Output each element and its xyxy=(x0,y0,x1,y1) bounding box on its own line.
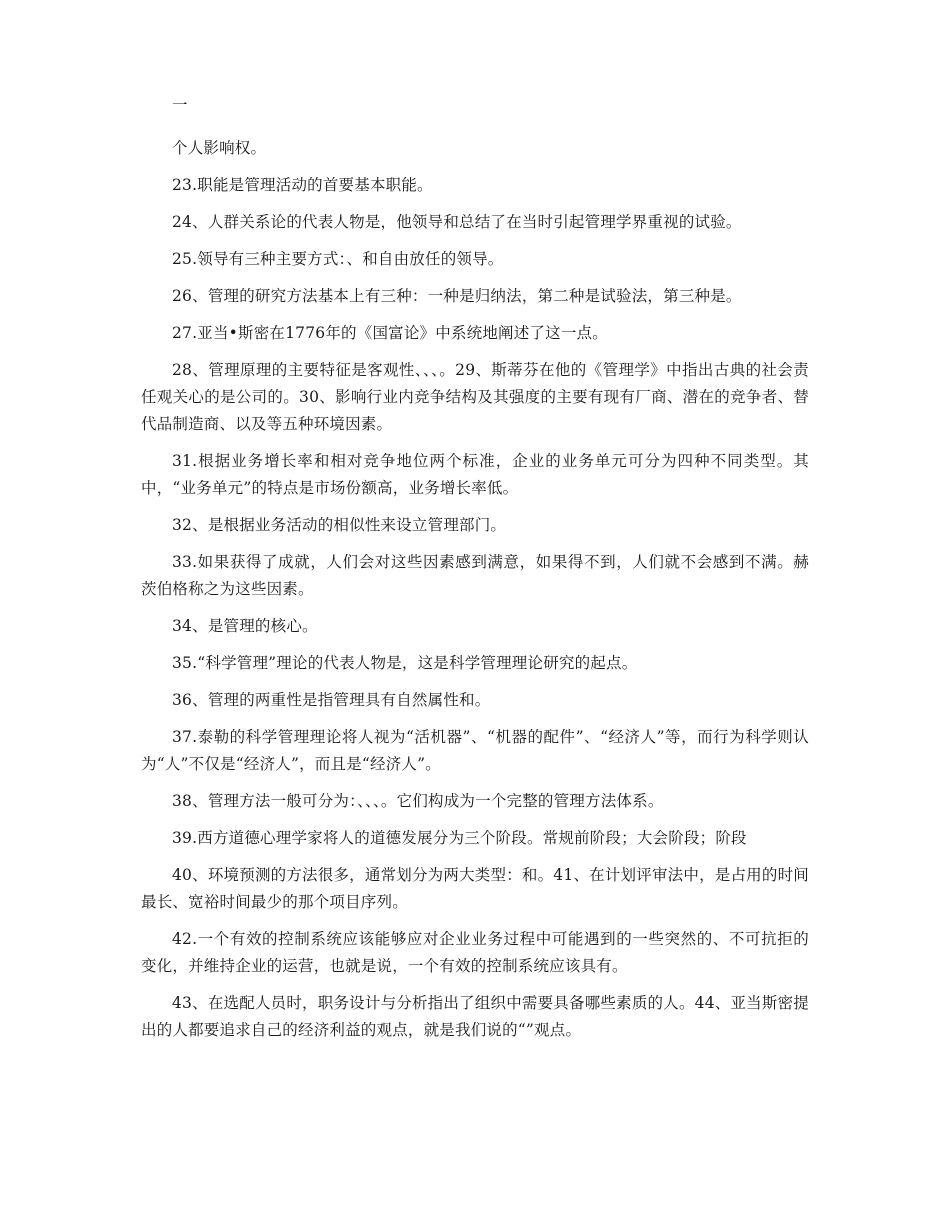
paragraph-8: 31.根据业务增长率和相对竞争地位两个标准，企业的业务单元可分为四种不同类型。其中，“业务单元”的特点是市场份额高，业务增长率低。 xyxy=(141,452,809,497)
paragraph-18: 42.一个有效的控制系统应该能够应对企业业务过程中可能遇到的一些突然的、不可抗拒的变化，并维持企业的运营，也就是说，一个有效的控制系统应该具有。 xyxy=(141,930,809,975)
paragraph-2: 23.职能是管理活动的首要基本职能。 xyxy=(172,176,433,194)
paragraph-13: 36、管理的两重性是指管理具有自然属性和。 xyxy=(172,691,491,709)
paragraph-1: 个人影响权。 xyxy=(172,139,267,157)
paragraph-0: 一 xyxy=(172,96,188,114)
paragraph-11: 34、是管理的核心。 xyxy=(172,617,318,635)
paragraph-5: 26、管理的研究方法基本上有三种：一种是归纳法，第二种是试验法，第三种是。 xyxy=(172,287,742,305)
paragraph-17: 40、环境预测的方法很多，通常划分为两大类型：和。41、在计划评审法中，是占用的时间最长、宽裕时间最少的那个项目序列。 xyxy=(141,866,809,911)
paragraph-16: 39.西方道德心理学家将人的道德发展分为三个阶段。常规前阶段；大会阶段；阶段 xyxy=(172,829,747,847)
document-body xyxy=(141,92,809,1054)
paragraph-14: 37.泰勒的科学管理理论将人视为“活机器”、“机器的配件”、“经济人”等，而行为科学则认为“人”不仅是“经济人”，而且是“经济人”。 xyxy=(141,728,809,773)
paragraph-9: 32、是根据业务活动的相似性来设立管理部门。 xyxy=(172,516,507,534)
paragraph-19: 43、在选配人员时，职务设计与分析指出了组织中需要具备哪些素质的人。44、亚当斯密提出的人都要追求自己的经济利益的观点，就是我们说的“”观点。 xyxy=(141,994,809,1039)
paragraph-4: 25.领导有三种主要方式：、和自由放任的领导。 xyxy=(172,250,504,268)
paragraph-12: 35.“科学管理”理论的代表人物是，这是科学管理理论研究的起点。 xyxy=(172,654,638,672)
paragraph-7: 28、管理原理的主要特征是客观性、、、。29、斯蒂芬在他的《管理学》中指出古典的社会责任观关心的是公司的。30、影响行业内竞争结构及其强度的主要有现有厂商、潜在的竞争者、替代品制造商、以及等五种环境因素。 xyxy=(141,361,809,433)
paragraph-3: 24、人群关系论的代表人物是，他领导和总结了在当时引起管理学界重视的试验。 xyxy=(172,213,742,231)
paragraph-15: 38、管理方法一般可分为：、、、。它们构成为一个完整的管理方法体系。 xyxy=(172,792,664,810)
paragraph-10: 33.如果获得了成就，人们会对这些因素感到满意，如果得不到，人们就不会感到不满。赫茨伯格称之为这些因素。 xyxy=(141,553,809,598)
paragraph-6: 27.亚当•斯密在1776年的《国富论》中系统地阐述了这一点。 xyxy=(172,324,608,342)
